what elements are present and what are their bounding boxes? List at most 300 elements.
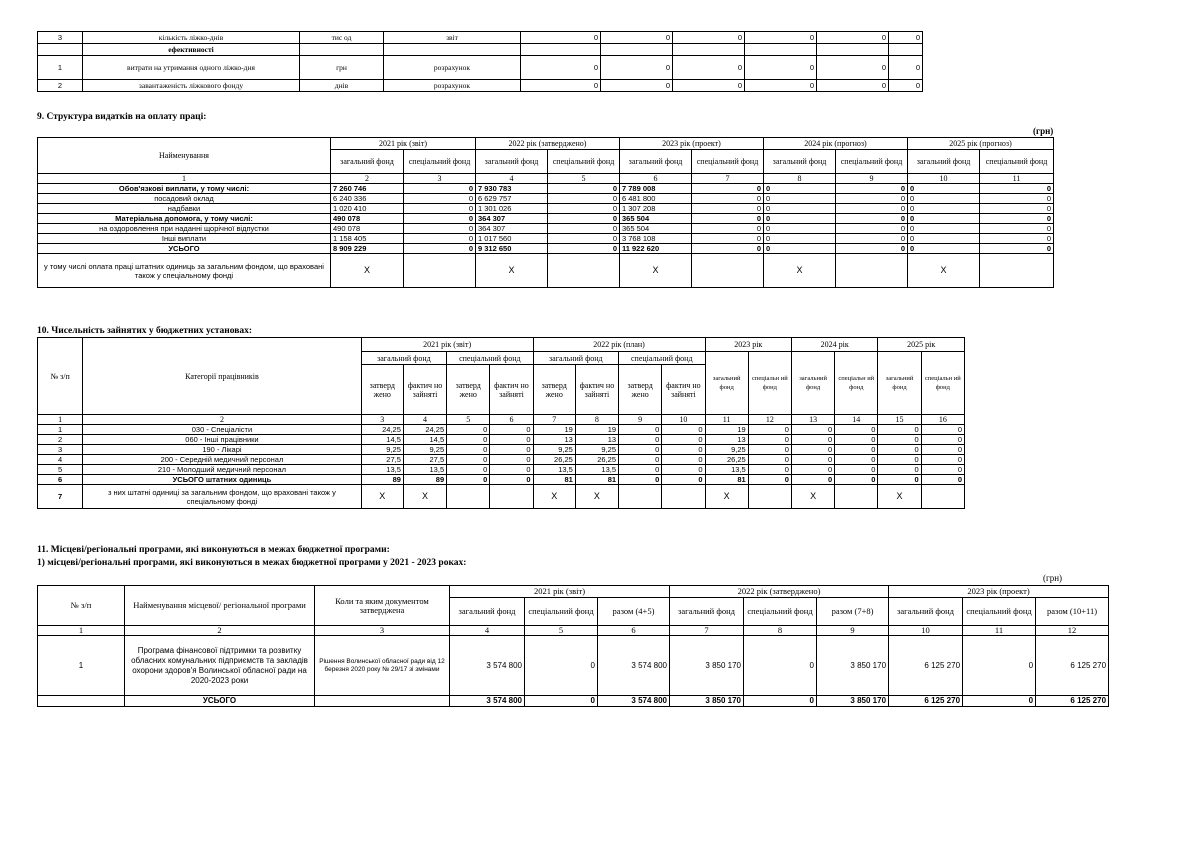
value-cell: 0 <box>548 214 620 224</box>
value-cell: 0 <box>836 244 908 254</box>
value-cell: 0 <box>744 636 817 696</box>
empty-cell <box>404 254 476 288</box>
value-cell: 0 <box>764 214 836 224</box>
general-fund-header: загальний фонд <box>705 352 748 415</box>
value-cell: 0 <box>764 234 836 244</box>
value-cell: 0 <box>490 475 533 485</box>
indicator-name: завантаженість ліжкового фонду <box>83 80 300 92</box>
staff-count-table <box>37 337 965 509</box>
year-header: 2024 рік (прогноз) <box>764 138 908 150</box>
value-cell: 490 078 <box>331 224 404 234</box>
value-cell: 0 <box>548 204 620 214</box>
value-cell: 1 301 026 <box>476 204 548 214</box>
value-cell: 13 <box>533 435 575 445</box>
empty-cell <box>836 254 908 288</box>
table-row <box>38 445 965 455</box>
row-name: Обов'язкові виплати, у тому числі: <box>38 184 331 194</box>
source-cell: розрахунок <box>384 56 521 80</box>
general-fund-header: загальний фонд <box>361 352 446 365</box>
x-mark: X <box>705 485 748 509</box>
row-number <box>38 44 83 56</box>
value-cell: 19 <box>705 425 748 435</box>
total-value: 0 <box>744 696 817 707</box>
value-cell: 0 <box>748 445 791 455</box>
value-cell: 7 930 783 <box>476 184 548 194</box>
unit-cell <box>300 44 384 56</box>
column-number: 10 <box>889 626 963 636</box>
value-cell: 0 <box>521 80 601 92</box>
year-header: 2023 рік (проект) <box>620 138 764 150</box>
value-cell: 13,5 <box>403 465 446 475</box>
value-cell: 0 <box>692 224 764 234</box>
section-9-unit: (грн) <box>1033 126 1054 136</box>
category-name: УСЬОГО штатних одиниць <box>83 475 361 485</box>
value-cell: 0 <box>692 184 764 194</box>
value-cell: 0 <box>921 465 964 475</box>
value-cell: 26,25 <box>533 455 575 465</box>
value-cell: 0 <box>878 445 921 455</box>
source-cell: звіт <box>384 32 521 44</box>
value-cell: 0 <box>490 455 533 465</box>
x-mark: X <box>764 254 836 288</box>
value-cell: 0 <box>748 475 791 485</box>
value-cell: 0 <box>921 445 964 455</box>
year-header: 2023 рік (проект) <box>889 586 1109 598</box>
row-name: на оздоровлення при наданні щорічної відпустки <box>38 224 331 234</box>
table-row <box>38 80 923 92</box>
total-row <box>38 696 1109 707</box>
column-number: 12 <box>748 415 791 425</box>
value-cell: 0 <box>791 445 834 455</box>
value-cell: 0 <box>447 425 490 435</box>
value-cell: 0 <box>980 214 1054 224</box>
value-cell: 0 <box>817 80 889 92</box>
value-cell: 0 <box>745 32 817 44</box>
value-cell: 0 <box>662 445 705 455</box>
section-10-title: 10. Чисельність зайнятих у бюджетних установах: <box>37 326 253 336</box>
x-mark: X <box>476 254 548 288</box>
value-cell: 0 <box>921 455 964 465</box>
table-row <box>38 475 965 485</box>
value-cell: 6 125 270 <box>1036 636 1109 696</box>
value-cell: 8 909 229 <box>331 244 404 254</box>
general-fund-header: загальний фонд <box>791 352 834 415</box>
number-header: № з/п <box>38 586 125 626</box>
value-cell: 0 <box>692 234 764 244</box>
table-row <box>38 234 1054 244</box>
column-number: 3 <box>315 626 450 636</box>
column-number: 5 <box>525 626 598 636</box>
year-header: 2024 рік <box>791 338 877 352</box>
value-cell: 0 <box>878 435 921 445</box>
total-value: 3 850 170 <box>670 696 744 707</box>
source-cell: розрахунок <box>384 80 521 92</box>
row-number: 3 <box>38 32 83 44</box>
value-cell: 89 <box>361 475 403 485</box>
value-cell: 27,5 <box>361 455 403 465</box>
value-cell: 0 <box>662 425 705 435</box>
value-cell: 19 <box>533 425 575 435</box>
value-cell: 0 <box>490 435 533 445</box>
value-cell: 0 <box>619 445 662 455</box>
value-cell: 0 <box>764 224 836 234</box>
empty-cell <box>548 254 620 288</box>
value-cell: 0 <box>791 435 834 445</box>
column-number: 2 <box>83 415 361 425</box>
value-cell: 1 158 405 <box>331 234 404 244</box>
empty-cell <box>662 485 705 509</box>
value-cell: 0 <box>791 455 834 465</box>
value-cell: 13,5 <box>705 465 748 475</box>
value-cell: 0 <box>490 465 533 475</box>
table-row <box>38 425 965 435</box>
year-header: 2025 рік (прогноз) <box>908 138 1054 150</box>
row-number: 1 <box>38 425 83 435</box>
column-number: 1 <box>38 626 125 636</box>
value-cell <box>521 44 601 56</box>
value-cell: 0 <box>908 214 980 224</box>
value-cell: 0 <box>745 56 817 80</box>
value-cell: 0 <box>836 194 908 204</box>
year-header: 2021 рік (звіт) <box>361 338 533 352</box>
value-cell <box>673 44 745 56</box>
value-cell: 0 <box>889 80 923 92</box>
general-fund-header: загальний фонд <box>620 150 692 174</box>
table-row <box>38 244 1054 254</box>
column-number: 4 <box>476 174 548 184</box>
note-row <box>38 254 1054 288</box>
section-11-subtitle: 1) місцеві/регіональні програми, які виконуються в межах бюджетної програми у 2021 - 2023 роках: <box>37 558 467 568</box>
value-cell: 14,5 <box>403 435 446 445</box>
column-number: 7 <box>670 626 744 636</box>
value-cell: 26,25 <box>575 455 618 465</box>
empty-cell <box>748 485 791 509</box>
column-number: 6 <box>598 626 670 636</box>
special-fund-header: спеціальний фонд <box>744 598 817 626</box>
value-cell: 9,25 <box>361 445 403 455</box>
empty-cell <box>980 254 1054 288</box>
value-cell: 0 <box>548 234 620 244</box>
sum-header: разом (4+5) <box>598 598 670 626</box>
section-11-title: 11. Місцеві/регіональні програми, які виконуються в межах бюджетної програми: <box>37 545 390 555</box>
value-cell: 0 <box>673 80 745 92</box>
special-fund-header: спеціальн ий фонд <box>835 352 878 415</box>
program-name: Програма фінансової підтримки та розвитку обласних комунальних підприємств та закладів охорони здоров'я Волинської обласної ради на 2020-2023 роки <box>125 636 315 696</box>
value-cell: 0 <box>908 194 980 204</box>
special-fund-header: спеціальн ий фонд <box>921 352 964 415</box>
value-cell: 6 481 800 <box>620 194 692 204</box>
value-cell: 0 <box>764 194 836 204</box>
column-number: 8 <box>575 415 618 425</box>
special-fund-header: спеціальний фонд <box>619 352 705 365</box>
special-fund-header: спеціальний фонд <box>963 598 1036 626</box>
actual-header: фактич но зайняті <box>403 365 446 415</box>
value-cell: 0 <box>921 425 964 435</box>
row-name: Інші виплати <box>38 234 331 244</box>
actual-header: фактич но зайняті <box>490 365 533 415</box>
value-cell: 0 <box>980 224 1054 234</box>
value-cell: 0 <box>835 475 878 485</box>
value-cell: 0 <box>548 244 620 254</box>
value-cell: 0 <box>835 455 878 465</box>
column-number: 11 <box>705 415 748 425</box>
approved-header: затверд жено <box>361 365 403 415</box>
total-value: 0 <box>963 696 1036 707</box>
general-fund-header: загальний фонд <box>533 352 618 365</box>
year-header: 2022 рік (затверджено) <box>670 586 889 598</box>
value-cell: 0 <box>835 425 878 435</box>
column-number-row <box>38 415 965 425</box>
table-row <box>38 224 1054 234</box>
value-cell: 81 <box>533 475 575 485</box>
column-number: 15 <box>878 415 921 425</box>
value-cell: 0 <box>447 435 490 445</box>
number-header: № з/п <box>38 338 83 415</box>
section-9-title: 9. Структура видатків на оплату праці: <box>37 112 207 122</box>
value-cell: 0 <box>404 224 476 234</box>
column-number: 13 <box>791 415 834 425</box>
value-cell: 0 <box>447 445 490 455</box>
value-cell: 13,5 <box>361 465 403 475</box>
unit-cell: грн <box>300 56 384 80</box>
x-mark: X <box>533 485 575 509</box>
total-value: 0 <box>525 696 598 707</box>
value-cell: 0 <box>908 184 980 194</box>
actual-header: фактич но зайняті <box>575 365 618 415</box>
value-cell: 6 240 336 <box>331 194 404 204</box>
x-mark: X <box>620 254 692 288</box>
total-value: 3 574 800 <box>450 696 525 707</box>
empty-cell <box>692 254 764 288</box>
value-cell: 0 <box>548 224 620 234</box>
indicator-name: витрати на утримання одного ліжко-дня <box>83 56 300 80</box>
row-number: 2 <box>38 80 83 92</box>
empty-cell <box>490 485 533 509</box>
empty-cell <box>921 485 964 509</box>
value-cell: 0 <box>836 224 908 234</box>
column-number: 2 <box>331 174 404 184</box>
value-cell: 6 125 270 <box>889 636 963 696</box>
total-value: 6 125 270 <box>889 696 963 707</box>
sum-header: разом (10+11) <box>1036 598 1109 626</box>
value-cell <box>889 44 923 56</box>
year-header: 2021 рік (звіт) <box>450 586 670 598</box>
value-cell: 3 850 170 <box>817 636 889 696</box>
value-cell: 0 <box>404 184 476 194</box>
value-cell: 0 <box>548 184 620 194</box>
x-mark: X <box>403 485 446 509</box>
value-cell: 0 <box>619 465 662 475</box>
value-cell: 0 <box>963 636 1036 696</box>
table-row <box>38 204 1054 214</box>
value-cell: 0 <box>521 56 601 80</box>
value-cell: 9,25 <box>705 445 748 455</box>
value-cell: 1 020 410 <box>331 204 404 214</box>
value-cell: 0 <box>748 455 791 465</box>
special-fund-header: спеціальний фонд <box>525 598 598 626</box>
x-mark: X <box>791 485 834 509</box>
value-cell: 0 <box>878 425 921 435</box>
value-cell: 13,5 <box>575 465 618 475</box>
table-row <box>38 465 965 475</box>
value-cell: 0 <box>908 234 980 244</box>
row-name: УСЬОГО <box>38 244 331 254</box>
unit-cell: днів <box>300 80 384 92</box>
value-cell: 0 <box>836 204 908 214</box>
total-label: УСЬОГО <box>125 696 315 707</box>
value-cell: 0 <box>835 465 878 475</box>
value-cell: 0 <box>889 56 923 80</box>
row-number: 5 <box>38 465 83 475</box>
value-cell: 0 <box>817 32 889 44</box>
effectiveness-indicators-table <box>37 31 923 92</box>
value-cell: 364 307 <box>476 224 548 234</box>
value-cell: 0 <box>619 425 662 435</box>
x-mark: X <box>575 485 618 509</box>
category-name: 210 - Молодший медичний персонал <box>83 465 361 475</box>
column-number: 3 <box>404 174 476 184</box>
value-cell: 0 <box>490 425 533 435</box>
value-cell: 0 <box>662 435 705 445</box>
table-row <box>38 32 923 44</box>
value-cell: 0 <box>525 636 598 696</box>
column-number: 4 <box>403 415 446 425</box>
document-header: Коли та яким документом затверджена <box>315 586 450 626</box>
value-cell: 0 <box>921 435 964 445</box>
program-document: Рішення Волинської обласної ради від 12 березня 2020 року № 29/17 зі змінами <box>315 636 450 696</box>
name-header: Найменування <box>38 138 331 174</box>
sum-header: разом (7+8) <box>817 598 889 626</box>
indicator-name: кількість ліжко-днів <box>83 32 300 44</box>
category-name: 030 - Спеціалісти <box>83 425 361 435</box>
value-cell: 0 <box>878 465 921 475</box>
value-cell: 0 <box>447 455 490 465</box>
value-cell: 490 078 <box>331 214 404 224</box>
value-cell: 24,25 <box>361 425 403 435</box>
approved-header: затверд жено <box>619 365 662 415</box>
value-cell: 27,5 <box>403 455 446 465</box>
value-cell: 0 <box>692 194 764 204</box>
value-cell: 0 <box>521 32 601 44</box>
table-row <box>38 636 1109 696</box>
value-cell: 0 <box>878 455 921 465</box>
value-cell: 3 574 800 <box>450 636 525 696</box>
column-number: 10 <box>908 174 980 184</box>
row-name: надбавки <box>38 204 331 214</box>
value-cell: 0 <box>835 435 878 445</box>
value-cell: 9,25 <box>403 445 446 455</box>
row-number: 3 <box>38 445 83 455</box>
value-cell: 9,25 <box>575 445 618 455</box>
general-fund-header: загальний фонд <box>908 150 980 174</box>
value-cell: 0 <box>601 56 673 80</box>
special-fund-header: спеціальний фонд <box>447 352 533 365</box>
value-cell: 0 <box>980 204 1054 214</box>
general-fund-header: загальний фонд <box>670 598 744 626</box>
value-cell: 0 <box>692 204 764 214</box>
column-number: 11 <box>963 626 1036 636</box>
header-row <box>38 338 965 352</box>
value-cell: 0 <box>748 465 791 475</box>
value-cell: 6 629 757 <box>476 194 548 204</box>
value-cell: 0 <box>404 234 476 244</box>
value-cell: 0 <box>601 80 673 92</box>
approved-header: затверд жено <box>533 365 575 415</box>
value-cell: 3 574 800 <box>598 636 670 696</box>
special-fund-header: спеціальний фонд <box>548 150 620 174</box>
program-name-header: Найменування місцевої/ регіональної програми <box>125 586 315 626</box>
row-number: 7 <box>38 485 83 509</box>
general-fund-header: загальний фонд <box>889 598 963 626</box>
value-cell: 0 <box>836 234 908 244</box>
category-header: Категорії працівників <box>83 338 361 415</box>
row-number: 4 <box>38 455 83 465</box>
x-mark: X <box>361 485 403 509</box>
column-number: 9 <box>817 626 889 636</box>
value-cell: 3 850 170 <box>670 636 744 696</box>
column-number: 1 <box>38 174 331 184</box>
value-cell: 0 <box>836 214 908 224</box>
note-row-name: у тому числі оплата праці штатних одиниць за загальним фондом, що враховані також у спеціальному фонді <box>38 254 331 288</box>
value-cell: 1 017 560 <box>476 234 548 244</box>
value-cell: 0 <box>908 204 980 214</box>
value-cell: 0 <box>791 465 834 475</box>
column-number: 2 <box>125 626 315 636</box>
table-row <box>38 214 1054 224</box>
value-cell: 0 <box>404 244 476 254</box>
value-cell: 1 307 208 <box>620 204 692 214</box>
year-header: 2023 рік <box>705 338 791 352</box>
value-cell: 0 <box>836 184 908 194</box>
value-cell: 0 <box>908 224 980 234</box>
value-cell: 0 <box>764 184 836 194</box>
value-cell: 81 <box>575 475 618 485</box>
value-cell: 0 <box>662 455 705 465</box>
column-number: 8 <box>764 174 836 184</box>
value-cell: 14,5 <box>361 435 403 445</box>
column-number: 16 <box>921 415 964 425</box>
value-cell: 364 307 <box>476 214 548 224</box>
value-cell: 0 <box>662 475 705 485</box>
x-mark: X <box>878 485 921 509</box>
x-mark: X <box>908 254 980 288</box>
value-cell: 0 <box>692 244 764 254</box>
note-row <box>38 485 965 509</box>
general-fund-header: загальний фонд <box>764 150 836 174</box>
empty-cell <box>619 485 662 509</box>
regional-programs-table <box>37 585 1109 707</box>
value-cell: 7 260 746 <box>331 184 404 194</box>
value-cell: 0 <box>673 32 745 44</box>
value-cell: 0 <box>764 204 836 214</box>
row-name: Матеріальна допомога, у тому числі: <box>38 214 331 224</box>
value-cell: 9,25 <box>533 445 575 455</box>
row-name: посадовий оклад <box>38 194 331 204</box>
column-number: 7 <box>533 415 575 425</box>
table-row <box>38 435 965 445</box>
value-cell: 0 <box>404 194 476 204</box>
table-row <box>38 56 923 80</box>
empty-cell <box>38 696 125 707</box>
value-cell: 0 <box>980 234 1054 244</box>
header-row <box>38 586 1109 598</box>
general-fund-header: загальний фонд <box>331 150 404 174</box>
empty-cell <box>447 485 490 509</box>
column-number: 6 <box>620 174 692 184</box>
note-row-name: з них штатні одиниці за загальним фондом, що враховані також у спеціальному фонді <box>83 485 361 509</box>
value-cell: 0 <box>878 475 921 485</box>
value-cell: 365 504 <box>620 214 692 224</box>
